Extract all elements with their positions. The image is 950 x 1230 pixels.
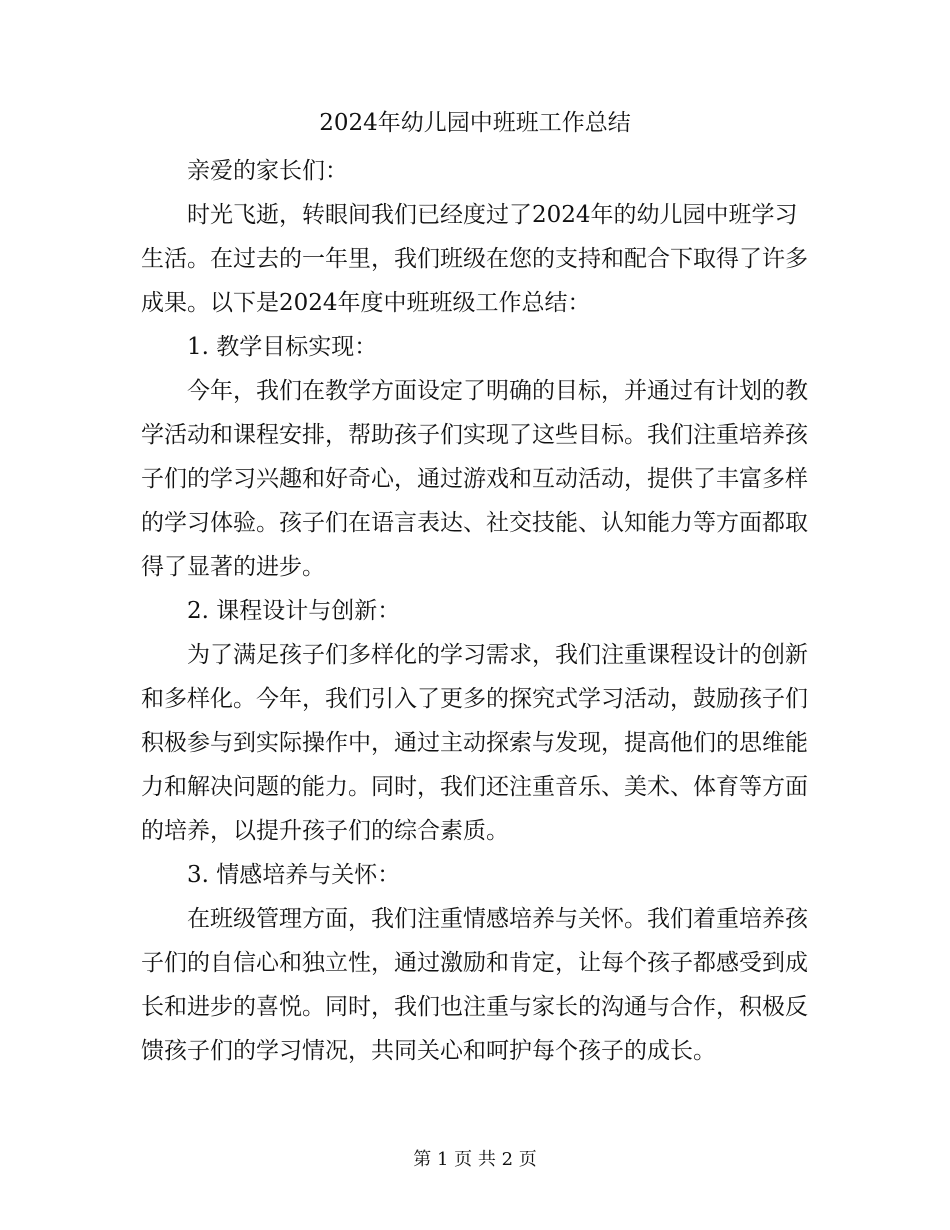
section-heading-2: 2. 课程设计与创新：	[187, 598, 401, 624]
page-number-footer: 第 1 页 共 2 页	[413, 1149, 537, 1170]
section-paragraph-3: 在班级管理方面，我们注重情感培养与关怀。我们着重培养孩子们的自信心和独立性，通过激励和肯定，让每个孩子都感受到成长和进步的喜悦。同时，我们也注重与家长的沟通与合作，积极反馈孩子们的学习情况，共同关心和呵护每个孩子的成长。	[141, 906, 808, 1064]
section-paragraph-2: 为了满足孩子们多样化的学习需求，我们注重课程设计的创新和多样化。今年，我们引入了更多的探究式学习活动，鼓励孩子们积极参与到实际操作中，通过主动探索与发现，提高他们的思维能力和解决问题的能力。同时，我们还注重音乐、美术、体育等方面的培养，以提升孩子们的综合素质。	[141, 642, 808, 844]
document-title: 2024年幼儿园中班班工作总结	[319, 110, 631, 136]
section-heading-3: 3. 情感培养与关怀：	[187, 862, 401, 888]
section-heading-1: 1. 教学目标实现：	[187, 334, 378, 360]
greeting: 亲爱的家长们：	[187, 158, 348, 184]
intro-paragraph: 时光飞逝，转眼间我们已经度过了2024年的幼儿园中班学习生活。在过去的一年里，我们班级在您的支持和配合下取得了许多成果。以下是2024年度中班班级工作总结：	[141, 202, 808, 316]
section-paragraph-1: 今年，我们在教学方面设定了明确的目标，并通过有计划的教学活动和课程安排，帮助孩子们实现了这些目标。我们注重培养孩子们的学习兴趣和好奇心，通过游戏和互动活动，提供了丰富多样的学习体验。孩子们在语言表达、社交技能、认知能力等方面都取得了显著的进步。	[141, 378, 808, 580]
document-body	[141, 149, 811, 1073]
